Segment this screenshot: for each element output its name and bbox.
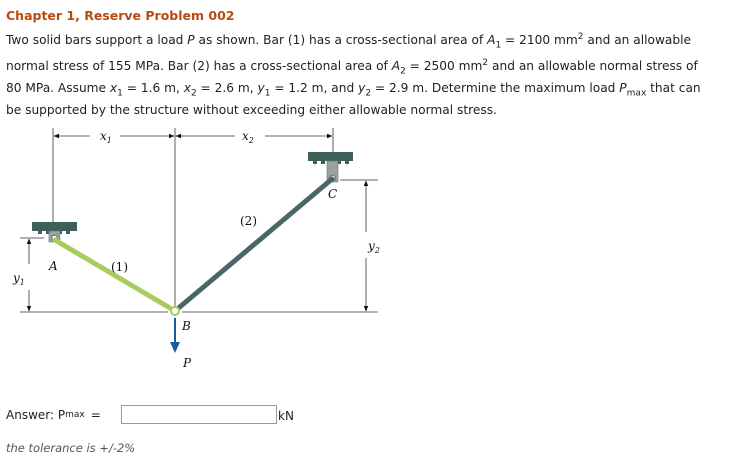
y2-label: $y_2$ [368,239,380,255]
bar-1-label: (1) [111,260,128,274]
bar-1 [55,240,175,311]
problem-line-4: be supported by the structure without exceeding either allowable normal stress. [6,103,497,118]
y1-label: $y_1$ [13,271,25,287]
load-arrow [170,318,180,353]
problem-line-1: Two solid bars support a load P as shown. Bar (1) has a cross-sectional area of $A_1 = 2100$ $mm^2$ and an allowable [6,32,692,51]
x1-label: $x_1$ [100,129,112,145]
answer-label [6,404,101,426]
pin-b [171,307,179,315]
problem-line-3: 80 MPa. Assume $x_1 = 1.6$ m, $x_2 = 2.6$ m, $y_1 = 1.2$ m, and $y_2 = 2.9$ m. Determine the maximum load $P_{max}$ that can [6,81,701,99]
problem-title: Chapter 1, Reserve Problem 002 [6,8,235,23]
point-a-label: A [49,259,58,273]
tolerance-note: the tolerance is +/-2% [6,441,136,455]
answer-unit: kN [278,409,294,423]
answer-label-text: Answer: P [6,408,66,422]
load-p-label: P [183,356,192,370]
answer-input[interactable] [121,405,277,424]
point-b-label: B [182,319,191,333]
answer-label-sub: max [65,410,85,420]
x2-label: $x_2$ [242,129,254,145]
bar-2 [175,179,332,311]
bar-2-label: (2) [240,214,257,228]
problem-line-2: normal stress of 155 MPa. Bar (2) has a cross-sectional area of $A_2 = 2500$ $mm^2$ and an allowable normal stress of [6,57,698,76]
answer-equals: = [90,408,101,422]
point-c-label: C [328,187,338,201]
